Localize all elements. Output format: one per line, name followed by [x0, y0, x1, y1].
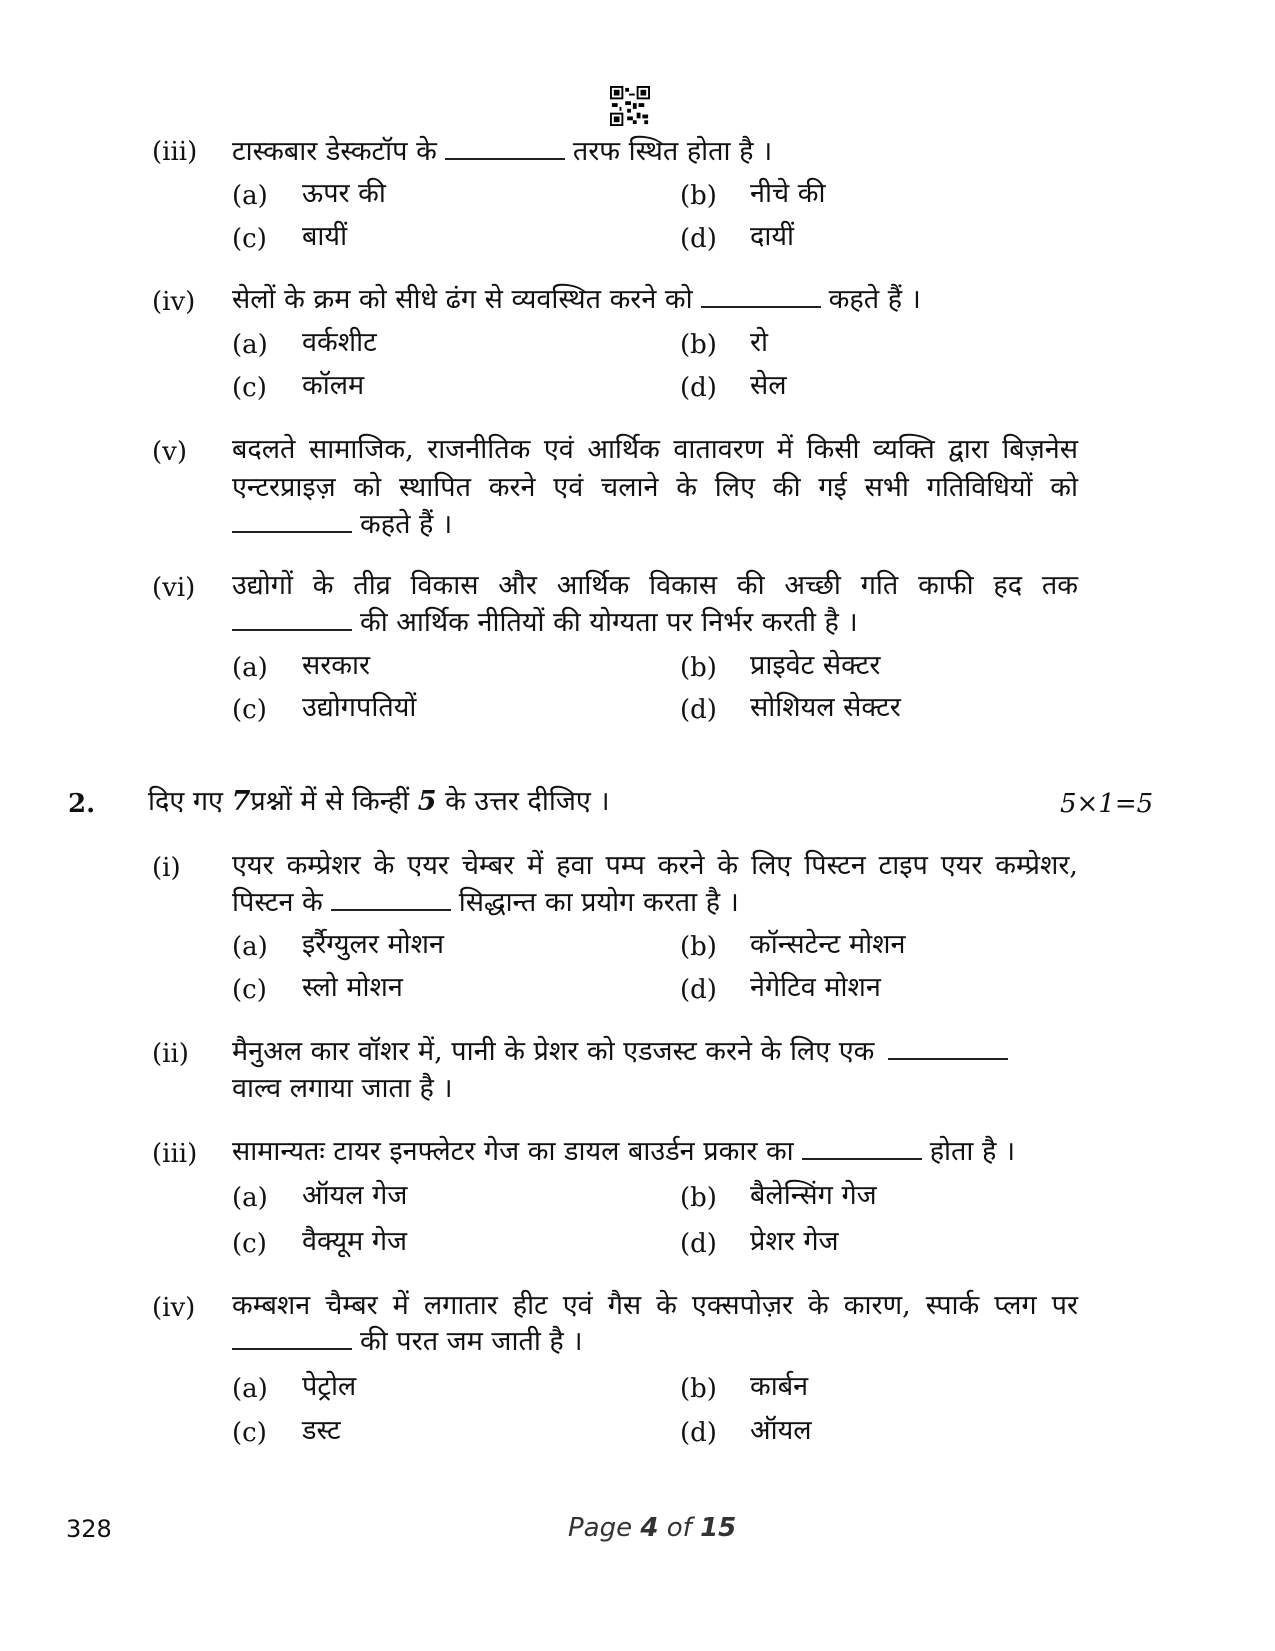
option-letter: (b) — [680, 1183, 717, 1213]
answer-blank — [232, 507, 352, 533]
option-text: सेल — [750, 370, 787, 401]
question-number: (i) — [152, 853, 181, 883]
stem-text: की परत जम जाती है । — [360, 1326, 583, 1357]
option-text: ऊपर की — [302, 178, 386, 209]
section-number: 2. — [68, 789, 96, 819]
stem-text: कहते हैं । — [360, 509, 453, 540]
option-text: रो — [750, 327, 769, 358]
answer-blank — [802, 1134, 922, 1160]
option-text: सोशियल सेक्टर — [750, 692, 901, 723]
question-number: (iv) — [152, 1293, 196, 1323]
stem-text: पिस्टन के — [232, 887, 323, 918]
option-letter: (c) — [232, 975, 267, 1005]
option-letter: (d) — [680, 373, 717, 403]
answer-blank — [232, 1324, 352, 1350]
page-number: 4 — [640, 1513, 659, 1543]
page-total: 15 — [700, 1513, 737, 1543]
question-stem — [232, 134, 772, 170]
page-word: Page — [568, 1513, 633, 1543]
section-instruction — [148, 784, 610, 820]
option-text: दायीं — [750, 221, 794, 252]
option-letter: (b) — [680, 653, 717, 683]
option-text: नेगेटिव मोशन — [750, 972, 881, 1003]
stem-text: तरफ स्थित होता है । — [572, 136, 773, 167]
question-number: (ii) — [152, 1039, 189, 1069]
question-number: (iv) — [152, 287, 196, 317]
stem-line: उद्योगों के तीव्र विकास और आर्थिक विकास की अच्छी गति काफी हद तक — [232, 570, 1078, 601]
option-letter: (c) — [232, 224, 267, 254]
option-text: सरकार — [302, 650, 371, 681]
question-stem — [232, 282, 921, 318]
option-letter: (d) — [680, 224, 717, 254]
option-text: प्राइवेट सेक्टर — [750, 650, 881, 681]
option-text: कार्बन — [750, 1371, 809, 1402]
question-stem — [232, 1034, 1016, 1070]
option-text: कॉन्सटेन्ट मोशन — [750, 929, 906, 960]
option-text: ऑयल — [750, 1415, 812, 1446]
stem-text: सामान्यतः टायर इनफ्लेटर गेज का डायल बाउर्डन प्रकार का — [232, 1136, 794, 1167]
stem-line: वाल्व लगाया जाता है । — [232, 1073, 453, 1104]
option-letter: (b) — [680, 1374, 717, 1404]
question-stem — [232, 605, 858, 641]
option-letter: (a) — [232, 1374, 268, 1404]
answer-blank — [331, 885, 451, 911]
instruction-count: 5 — [417, 786, 437, 817]
question-number: (iii) — [152, 137, 198, 167]
stem-line: बदलते सामाजिक, राजनीतिक एवं आर्थिक वातावरण में किसी व्यक्ति द्वारा बिज़नेस — [232, 434, 1078, 465]
option-letter: (c) — [232, 1418, 267, 1448]
stem-text: सेलों के क्रम को सीधे ढंग से व्यवस्थित करने को — [232, 284, 693, 315]
option-letter: (a) — [232, 932, 268, 962]
question-number: (vi) — [152, 573, 196, 603]
option-text: कॉलम — [302, 370, 365, 401]
question-number: (v) — [152, 437, 187, 467]
option-text: ऑयल गेज — [302, 1180, 408, 1211]
stem-text: टास्कबार डेस्कटॉप के — [232, 136, 437, 167]
option-text: उद्योगपतियों — [302, 692, 417, 723]
option-letter: (a) — [232, 330, 268, 360]
paper-code: 328 — [66, 1515, 112, 1543]
stem-line: एन्टरप्राइज़ को स्थापित करने एवं चलाने के लिए की गई सभी गतिविधियों को — [232, 472, 1078, 503]
option-letter: (c) — [232, 1229, 267, 1259]
answer-blank — [232, 605, 352, 631]
question-stem — [232, 885, 739, 921]
instruction-text: के उत्तर दीजिए । — [445, 786, 610, 817]
option-text: प्रेशर गेज — [750, 1226, 839, 1257]
option-text: डस्ट — [302, 1415, 341, 1446]
marks-label: 5×1=5 — [1060, 789, 1154, 819]
option-text: वैक्यूम गेज — [302, 1226, 408, 1257]
option-text: इर्रैग्युलर मोशन — [302, 929, 444, 960]
option-letter: (d) — [680, 1418, 717, 1448]
option-letter: (a) — [232, 653, 268, 683]
option-text: स्लो मोशन — [302, 972, 403, 1003]
option-letter: (a) — [232, 181, 268, 211]
stem-text: मैनुअल कार वॉशर में, पानी के प्रेशर को एडजस्ट करने के लिए एक — [232, 1036, 875, 1067]
answer-blank — [445, 134, 565, 160]
question-stem — [232, 1134, 1015, 1170]
page-indicator — [568, 1513, 736, 1543]
option-letter: (d) — [680, 695, 717, 725]
option-text: वर्कशीट — [302, 327, 377, 358]
stem-text: की आर्थिक नीतियों की योग्यता पर निर्भर करती है । — [360, 607, 858, 638]
question-number: (iii) — [152, 1139, 198, 1169]
answer-blank — [888, 1034, 1008, 1060]
option-letter: (c) — [232, 373, 267, 403]
stem-text: होता है । — [929, 1136, 1016, 1167]
option-letter: (b) — [680, 330, 717, 360]
qr-code — [610, 86, 650, 126]
option-text: नीचे की — [750, 178, 826, 209]
option-text: बायीं — [302, 221, 348, 252]
option-letter: (b) — [680, 181, 717, 211]
question-stem — [232, 507, 452, 543]
stem-text: सिद्धान्त का प्रयोग करता है । — [458, 887, 739, 918]
question-stem — [232, 1324, 583, 1360]
option-letter: (a) — [232, 1183, 268, 1213]
option-text: पेट्रोल — [302, 1371, 357, 1402]
option-letter: (b) — [680, 932, 717, 962]
instruction-text: दिए गए — [148, 786, 223, 817]
stem-line: एयर कम्प्रेशर के एयर चेम्बर में हवा पम्प करने के लिए पिस्टन टाइप एयर कम्प्रेशर, — [232, 850, 1078, 881]
option-letter: (d) — [680, 1229, 717, 1259]
option-letter: (d) — [680, 975, 717, 1005]
option-letter: (c) — [232, 695, 267, 725]
option-text: बैलेन्सिंग गेज — [750, 1180, 877, 1211]
stem-line: कम्बशन चैम्बर में लगातार हीट एवं गैस के एक्सपोज़र के कारण, स्पार्क प्लग पर — [232, 1290, 1078, 1321]
instruction-text: प्रश्नों में से किन्हीं — [250, 786, 410, 817]
answer-blank — [701, 282, 821, 308]
instruction-count: 7 — [231, 786, 251, 817]
of-word: of — [666, 1513, 692, 1543]
stem-text: कहते हैं । — [828, 284, 921, 315]
